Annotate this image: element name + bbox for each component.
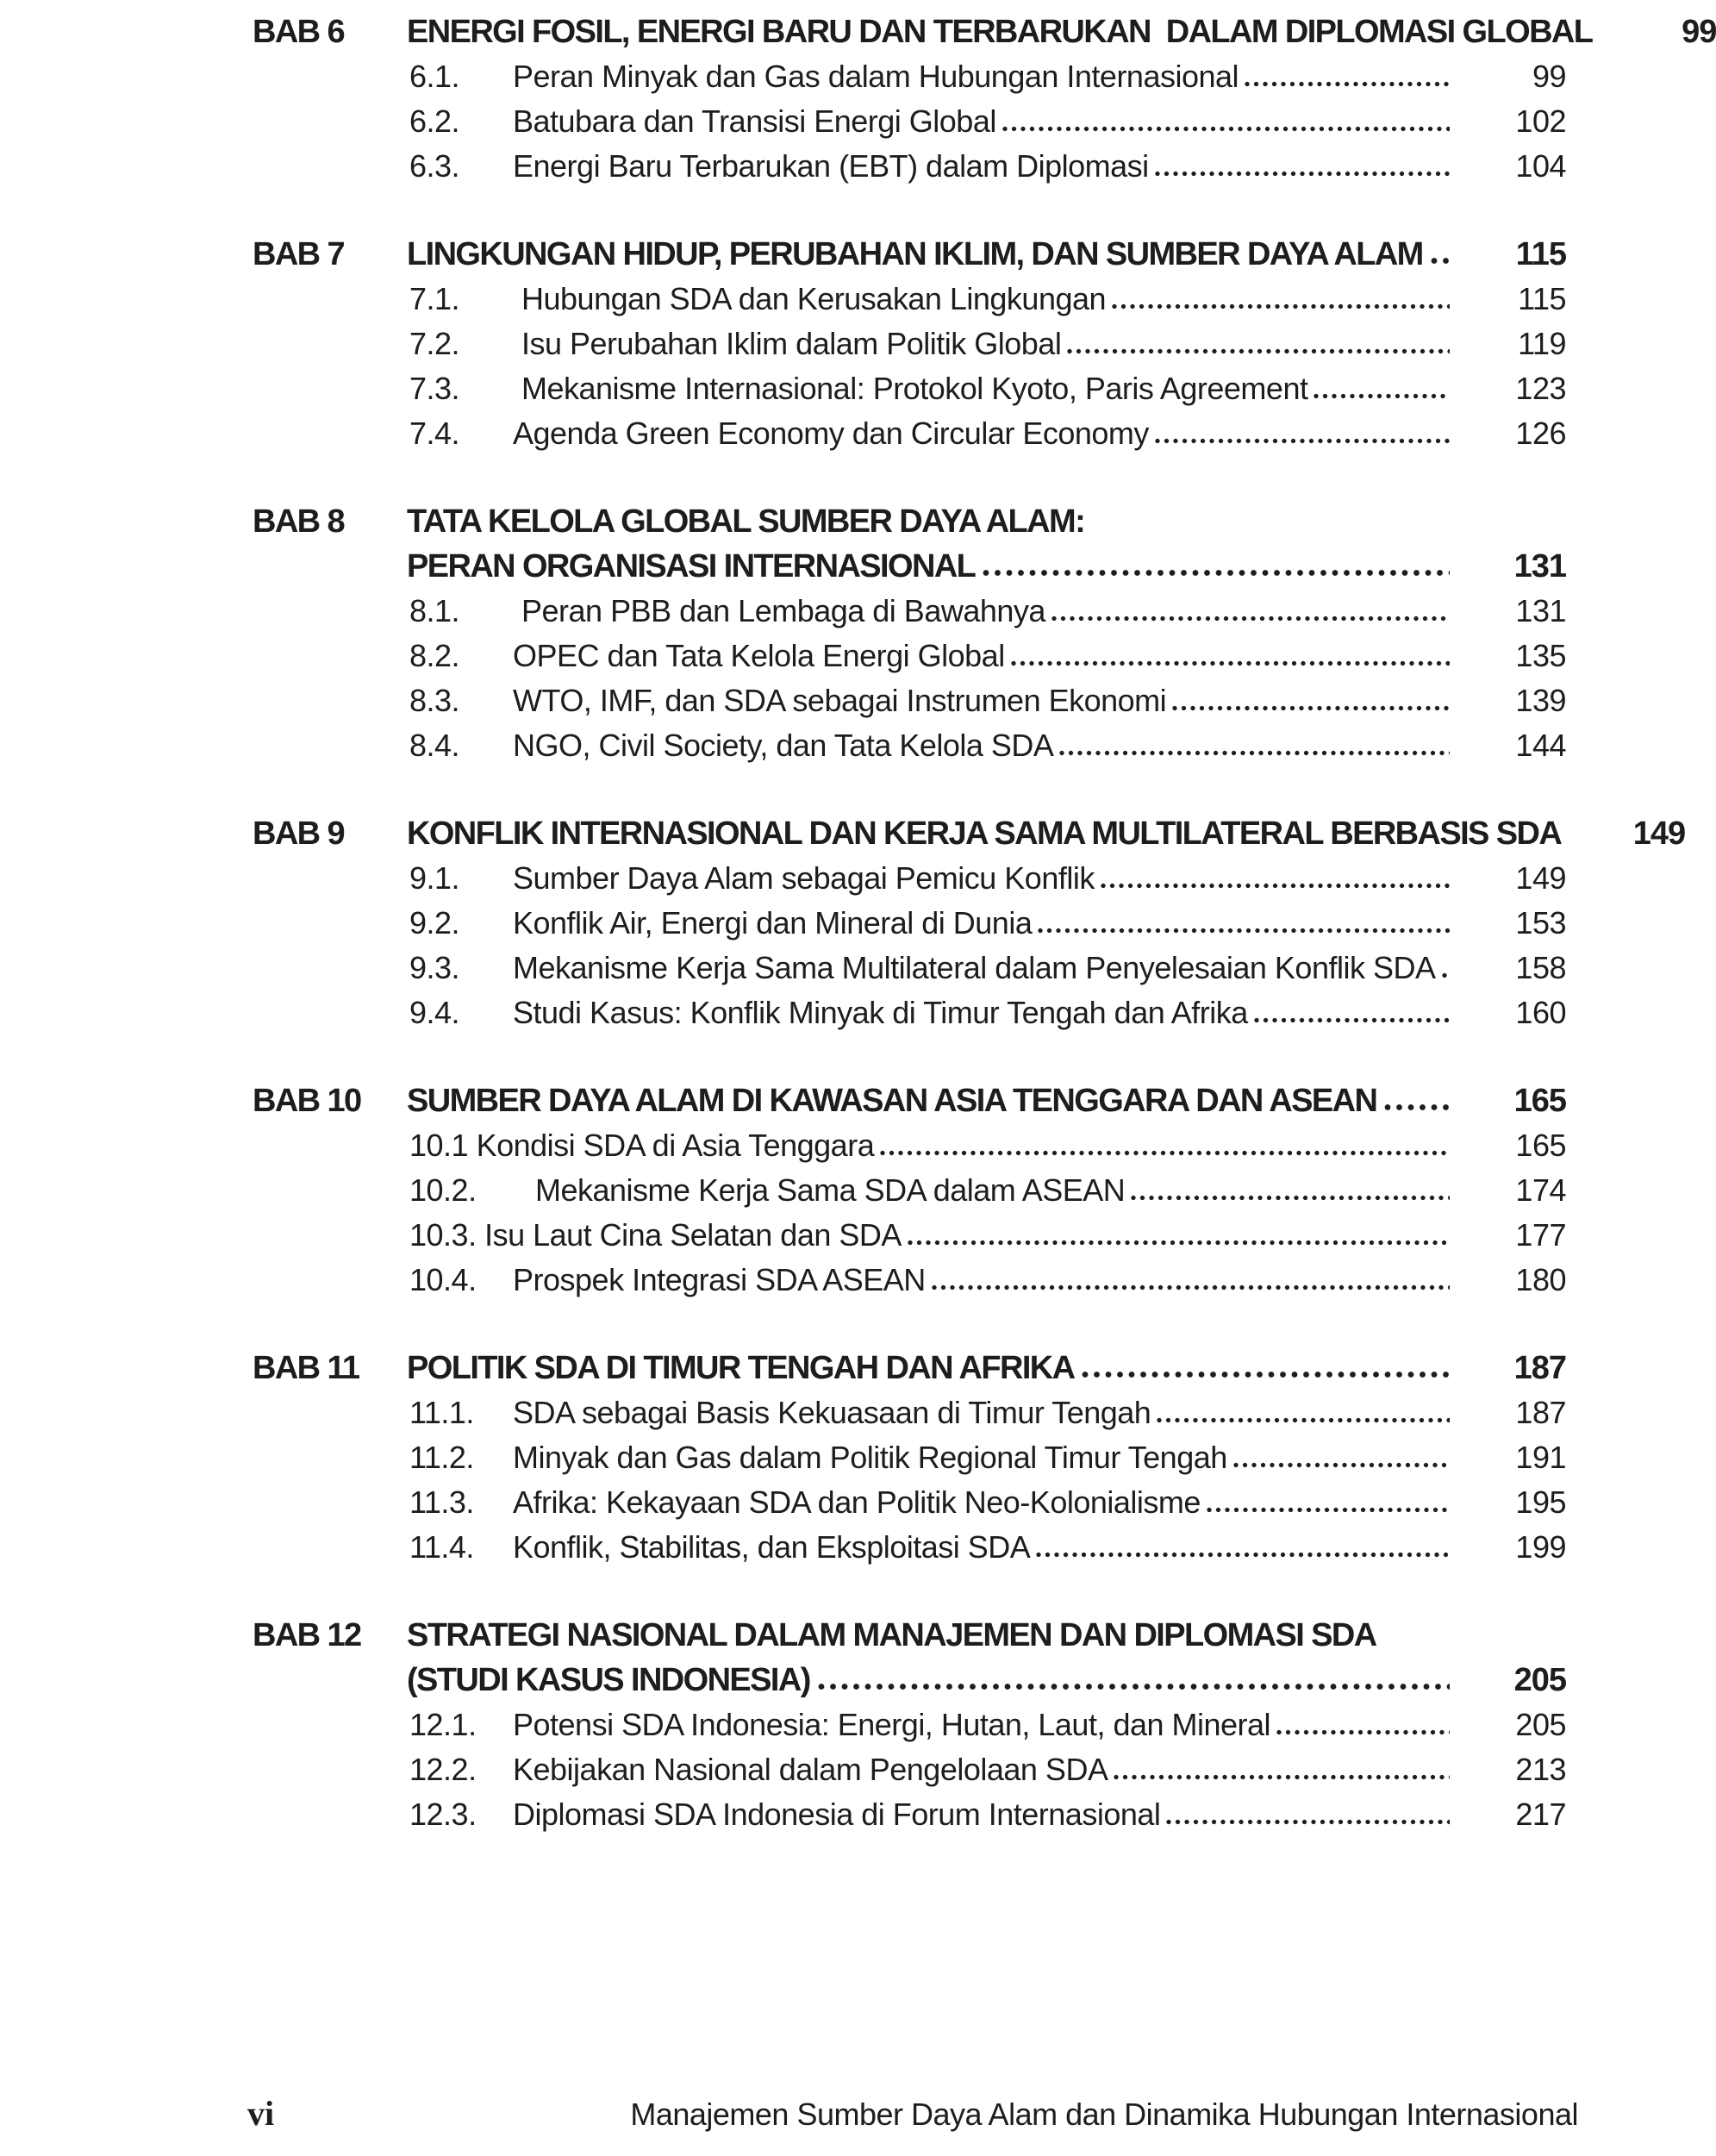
item-page-number: 123 <box>1515 371 1566 406</box>
item-title: Isu Perubahan Iklim dalam Politik Global <box>521 326 1062 361</box>
item-title: Prospek Integrasi SDA ASEAN <box>513 1262 926 1297</box>
chapter-title: SUMBER DAYA ALAM DI KAWASAN ASIA TENGGARA DAN ASEAN <box>407 1083 1377 1119</box>
leader-dots <box>1233 1461 1450 1468</box>
chapter-label: BAB 12 <box>253 1617 361 1653</box>
toc-chapter <box>253 499 1566 768</box>
toc-item-row <box>409 589 1566 634</box>
leader-dots <box>818 1682 1450 1690</box>
item-title: Afrika: Kekayaan SDA dan Politik Neo-Kolonialisme <box>513 1484 1201 1520</box>
leader-dots <box>1172 704 1450 711</box>
leader-dots <box>1207 1506 1450 1513</box>
item-page-number: 191 <box>1515 1440 1566 1475</box>
chapter-title: KONFLIK INTERNASIONAL DAN KERJA SAMA MULTILATERAL BERBASIS SDA <box>407 816 1562 852</box>
item-title: Mekanisme Internasional: Protokol Kyoto, Paris Agreement <box>521 371 1308 406</box>
item-page-number: 180 <box>1515 1262 1566 1297</box>
toc-item-row <box>409 634 1566 678</box>
chapter-label: BAB 7 <box>253 236 345 272</box>
item-page-number: 160 <box>1515 995 1566 1030</box>
item-number: 12.2. <box>409 1752 477 1787</box>
toc-chapter <box>253 1613 1566 1837</box>
item-title: Potensi SDA Indonesia: Energi, Hutan, Laut, dan Mineral <box>513 1707 1271 1742</box>
leader-dots <box>1082 1370 1450 1378</box>
toc-item-row <box>409 144 1566 189</box>
leader-dots <box>1276 1728 1450 1735</box>
item-title: Studi Kasus: Konflik Minyak di Timur Tengah dan Afrika <box>513 995 1248 1030</box>
item-title: Kebijakan Nasional dalam Pengelolaan SDA <box>513 1752 1108 1787</box>
item-title: 10.3. Isu Laut Cina Selatan dan SDA <box>409 1217 902 1253</box>
item-page-number: 115 <box>1518 281 1566 316</box>
leader-dots <box>1101 882 1450 889</box>
item-title: Peran Minyak dan Gas dalam Hubungan Internasional <box>513 59 1239 94</box>
toc-chapter-row <box>253 1613 1566 1658</box>
toc-item-row <box>409 678 1566 723</box>
toc-item-row <box>409 991 1566 1035</box>
toc-item-row <box>409 1168 1566 1213</box>
leader-dots <box>1314 392 1450 399</box>
item-title: Peran PBB dan Lembaga di Bawahnya <box>521 593 1045 628</box>
toc-item-row <box>409 856 1566 901</box>
toc-chapter <box>253 1078 1566 1303</box>
toc-item-row <box>409 1435 1566 1480</box>
chapter-label: BAB 8 <box>253 503 345 540</box>
item-page-number: 144 <box>1515 728 1566 763</box>
toc-item-row <box>409 1123 1566 1168</box>
toc-chapter-row <box>253 544 1566 589</box>
toc-item-row <box>409 54 1566 99</box>
leader-dots <box>932 1284 1450 1290</box>
leader-dots <box>1155 170 1450 177</box>
item-number: 9.3. <box>409 950 460 985</box>
item-number: 9.1. <box>409 860 460 896</box>
toc-chapter-row <box>253 1658 1566 1703</box>
item-title: Agenda Green Economy dan Circular Economy <box>513 416 1149 451</box>
item-title: WTO, IMF, dan SDA sebagai Instrumen Ekonomi <box>513 683 1167 718</box>
item-title: Hubungan SDA dan Kerusakan Lingkungan <box>521 281 1107 316</box>
item-title: Minyak dan Gas dalam Politik Regional Timur Tengah <box>513 1440 1227 1475</box>
item-number: 11.2. <box>409 1440 474 1475</box>
leader-dots <box>1166 1818 1450 1825</box>
item-number: 9.2. <box>409 905 460 941</box>
item-page-number: 126 <box>1515 416 1566 451</box>
item-title: Konflik Air, Energi dan Mineral di Dunia <box>513 905 1033 941</box>
toc-chapter-row <box>253 232 1566 277</box>
toc-item-row <box>409 1747 1566 1792</box>
item-number: 7.1. <box>409 281 460 316</box>
toc-chapter <box>253 1346 1566 1570</box>
chapter-title: LINGKUNGAN HIDUP, PERUBAHAN IKLIM, DAN SUMBER DAYA ALAM <box>407 236 1423 272</box>
toc-chapter-row <box>253 9 1716 54</box>
toc-item-row <box>409 1480 1566 1525</box>
leader-dots <box>1131 1194 1450 1201</box>
chapter-title: TATA KELOLA GLOBAL SUMBER DAYA ALAM: <box>407 503 1085 540</box>
item-title: OPEC dan Tata Kelola Energi Global <box>513 638 1005 673</box>
chapter-page-number: 165 <box>1513 1083 1566 1119</box>
item-title: Batubara dan Transisi Energi Global <box>513 103 996 139</box>
item-page-number: 213 <box>1515 1752 1566 1787</box>
toc-item-row <box>409 946 1566 991</box>
item-number: 8.2. <box>409 638 460 673</box>
item-page-number: 205 <box>1515 1707 1566 1742</box>
toc-chapter <box>253 811 1686 1035</box>
chapter-page-number: 149 <box>1632 816 1686 852</box>
item-page-number: 165 <box>1515 1128 1566 1163</box>
toc-item-row <box>409 1703 1566 1747</box>
footer-book-title: Manajemen Sumber Daya Alam dan Dinamika Hubungan Internasional <box>630 2097 1578 2132</box>
item-title: Mekanisme Kerja Sama SDA dalam ASEAN <box>535 1172 1126 1208</box>
leader-dots <box>983 568 1450 577</box>
item-page-number: 217 <box>1515 1797 1566 1832</box>
item-page-number: 149 <box>1515 860 1566 896</box>
toc-chapter-row <box>253 811 1686 856</box>
toc-item-row <box>409 1525 1566 1570</box>
item-number: 7.4. <box>409 416 460 451</box>
item-number: 6.3. <box>409 148 460 184</box>
toc-item-row <box>409 1792 1566 1837</box>
toc-item-row <box>409 1213 1566 1258</box>
leader-dots <box>1254 1016 1450 1023</box>
item-title: Mekanisme Kerja Sama Multilateral dalam Penyelesaian Konflik SDA <box>513 950 1436 985</box>
toc-item-row <box>409 277 1566 322</box>
toc-item-row <box>409 723 1566 768</box>
item-number: 8.4. <box>409 728 460 763</box>
leader-dots <box>1067 347 1450 354</box>
item-number: 7.3. <box>409 371 460 406</box>
item-title: Diplomasi SDA Indonesia di Forum Internasional <box>513 1797 1161 1832</box>
leader-dots <box>1051 615 1450 622</box>
leader-dots <box>1155 437 1450 444</box>
item-number: 11.4. <box>409 1529 474 1565</box>
item-page-number: 131 <box>1515 593 1566 628</box>
item-title: SDA sebagai Basis Kekuasaan di Timur Tengah <box>513 1395 1151 1430</box>
item-number: 11.1. <box>409 1395 474 1430</box>
leader-dots <box>1245 80 1450 87</box>
page-number-roman: vi <box>247 2094 275 2133</box>
item-page-number: 102 <box>1515 103 1566 139</box>
item-number: 8.3. <box>409 683 460 718</box>
toc-item-row <box>409 901 1566 946</box>
item-number: 12.1. <box>409 1707 477 1742</box>
item-title: 10.1 Kondisi SDA di Asia Tenggara <box>409 1128 875 1163</box>
item-number: 11.3. <box>409 1484 474 1520</box>
item-number: 6.2. <box>409 103 460 139</box>
chapter-page-number: 99 <box>1682 14 1716 50</box>
item-title: NGO, Civil Society, dan Tata Kelola SDA <box>513 728 1054 763</box>
item-number: 10.4. <box>409 1262 477 1297</box>
leader-dots <box>1038 927 1450 934</box>
item-page-number: 135 <box>1515 638 1566 673</box>
item-title: Konflik, Stabilitas, dan Eksploitasi SDA <box>513 1529 1031 1565</box>
leader-dots <box>1002 125 1450 132</box>
chapter-label: BAB 11 <box>253 1350 359 1386</box>
chapter-title: STRATEGI NASIONAL DALAM MANAJEMEN DAN DIPLOMASI SDA <box>407 1617 1376 1653</box>
item-page-number: 158 <box>1515 950 1566 985</box>
chapter-title: POLITIK SDA DI TIMUR TENGAH DAN AFRIKA <box>407 1350 1075 1386</box>
toc-item-row <box>409 322 1566 366</box>
item-number: 10.2. <box>409 1172 477 1208</box>
leader-dots <box>1114 1773 1450 1780</box>
leader-dots <box>880 1149 1450 1156</box>
leader-dots <box>1384 1103 1450 1111</box>
leader-dots <box>1036 1551 1450 1558</box>
toc-chapter <box>253 9 1716 189</box>
page-footer <box>0 2093 1615 2134</box>
item-number: 7.2. <box>409 326 460 361</box>
item-number: 6.1. <box>409 59 460 94</box>
item-page-number: 177 <box>1515 1217 1566 1253</box>
leader-dots <box>1011 659 1450 666</box>
chapter-page-number: 205 <box>1513 1662 1566 1698</box>
chapter-page-number: 187 <box>1513 1350 1566 1386</box>
chapter-page-number: 131 <box>1513 548 1566 584</box>
toc-item-row <box>409 99 1566 144</box>
item-number: 8.1. <box>409 593 460 628</box>
item-page-number: 119 <box>1518 326 1566 361</box>
toc-item-row <box>409 366 1566 411</box>
chapter-label: BAB 10 <box>253 1083 361 1119</box>
leader-dots <box>1059 749 1450 756</box>
item-page-number: 195 <box>1515 1484 1566 1520</box>
toc-item-row <box>409 1390 1566 1435</box>
leader-dots <box>908 1239 1450 1246</box>
item-title: Sumber Daya Alam sebagai Pemicu Konflik <box>513 860 1095 896</box>
leader-dots <box>1431 256 1450 265</box>
item-page-number: 153 <box>1515 905 1566 941</box>
toc-chapter-row <box>253 1078 1566 1123</box>
chapter-title: PERAN ORGANISASI INTERNASIONAL <box>407 548 976 584</box>
item-page-number: 187 <box>1515 1395 1566 1430</box>
item-page-number: 99 <box>1532 59 1566 94</box>
toc-chapter-row <box>253 1346 1566 1390</box>
chapter-label: BAB 6 <box>253 14 345 50</box>
chapter-title: ENERGI FOSIL, ENERGI BARU DAN TERBARUKAN DALAM DIPLOMASI GLOBAL <box>407 14 1593 50</box>
leader-dots <box>1442 972 1451 978</box>
item-page-number: 139 <box>1515 683 1566 718</box>
chapter-label: BAB 9 <box>253 816 345 852</box>
toc-chapter-row <box>253 499 1566 544</box>
chapter-page-number: 115 <box>1515 236 1566 272</box>
item-number: 9.4. <box>409 995 460 1030</box>
leader-dots <box>1112 303 1450 309</box>
toc-item-row <box>409 411 1566 456</box>
item-page-number: 199 <box>1515 1529 1566 1565</box>
item-number: 12.3. <box>409 1797 477 1832</box>
leader-dots <box>1157 1416 1450 1423</box>
toc-item-row <box>409 1258 1566 1303</box>
chapter-title: (STUDI KASUS INDONESIA) <box>407 1662 810 1698</box>
item-page-number: 174 <box>1515 1172 1566 1208</box>
item-title: Energi Baru Terbarukan (EBT) dalam Diplomasi <box>513 148 1149 184</box>
toc-chapter <box>253 232 1566 456</box>
item-page-number: 104 <box>1515 148 1566 184</box>
